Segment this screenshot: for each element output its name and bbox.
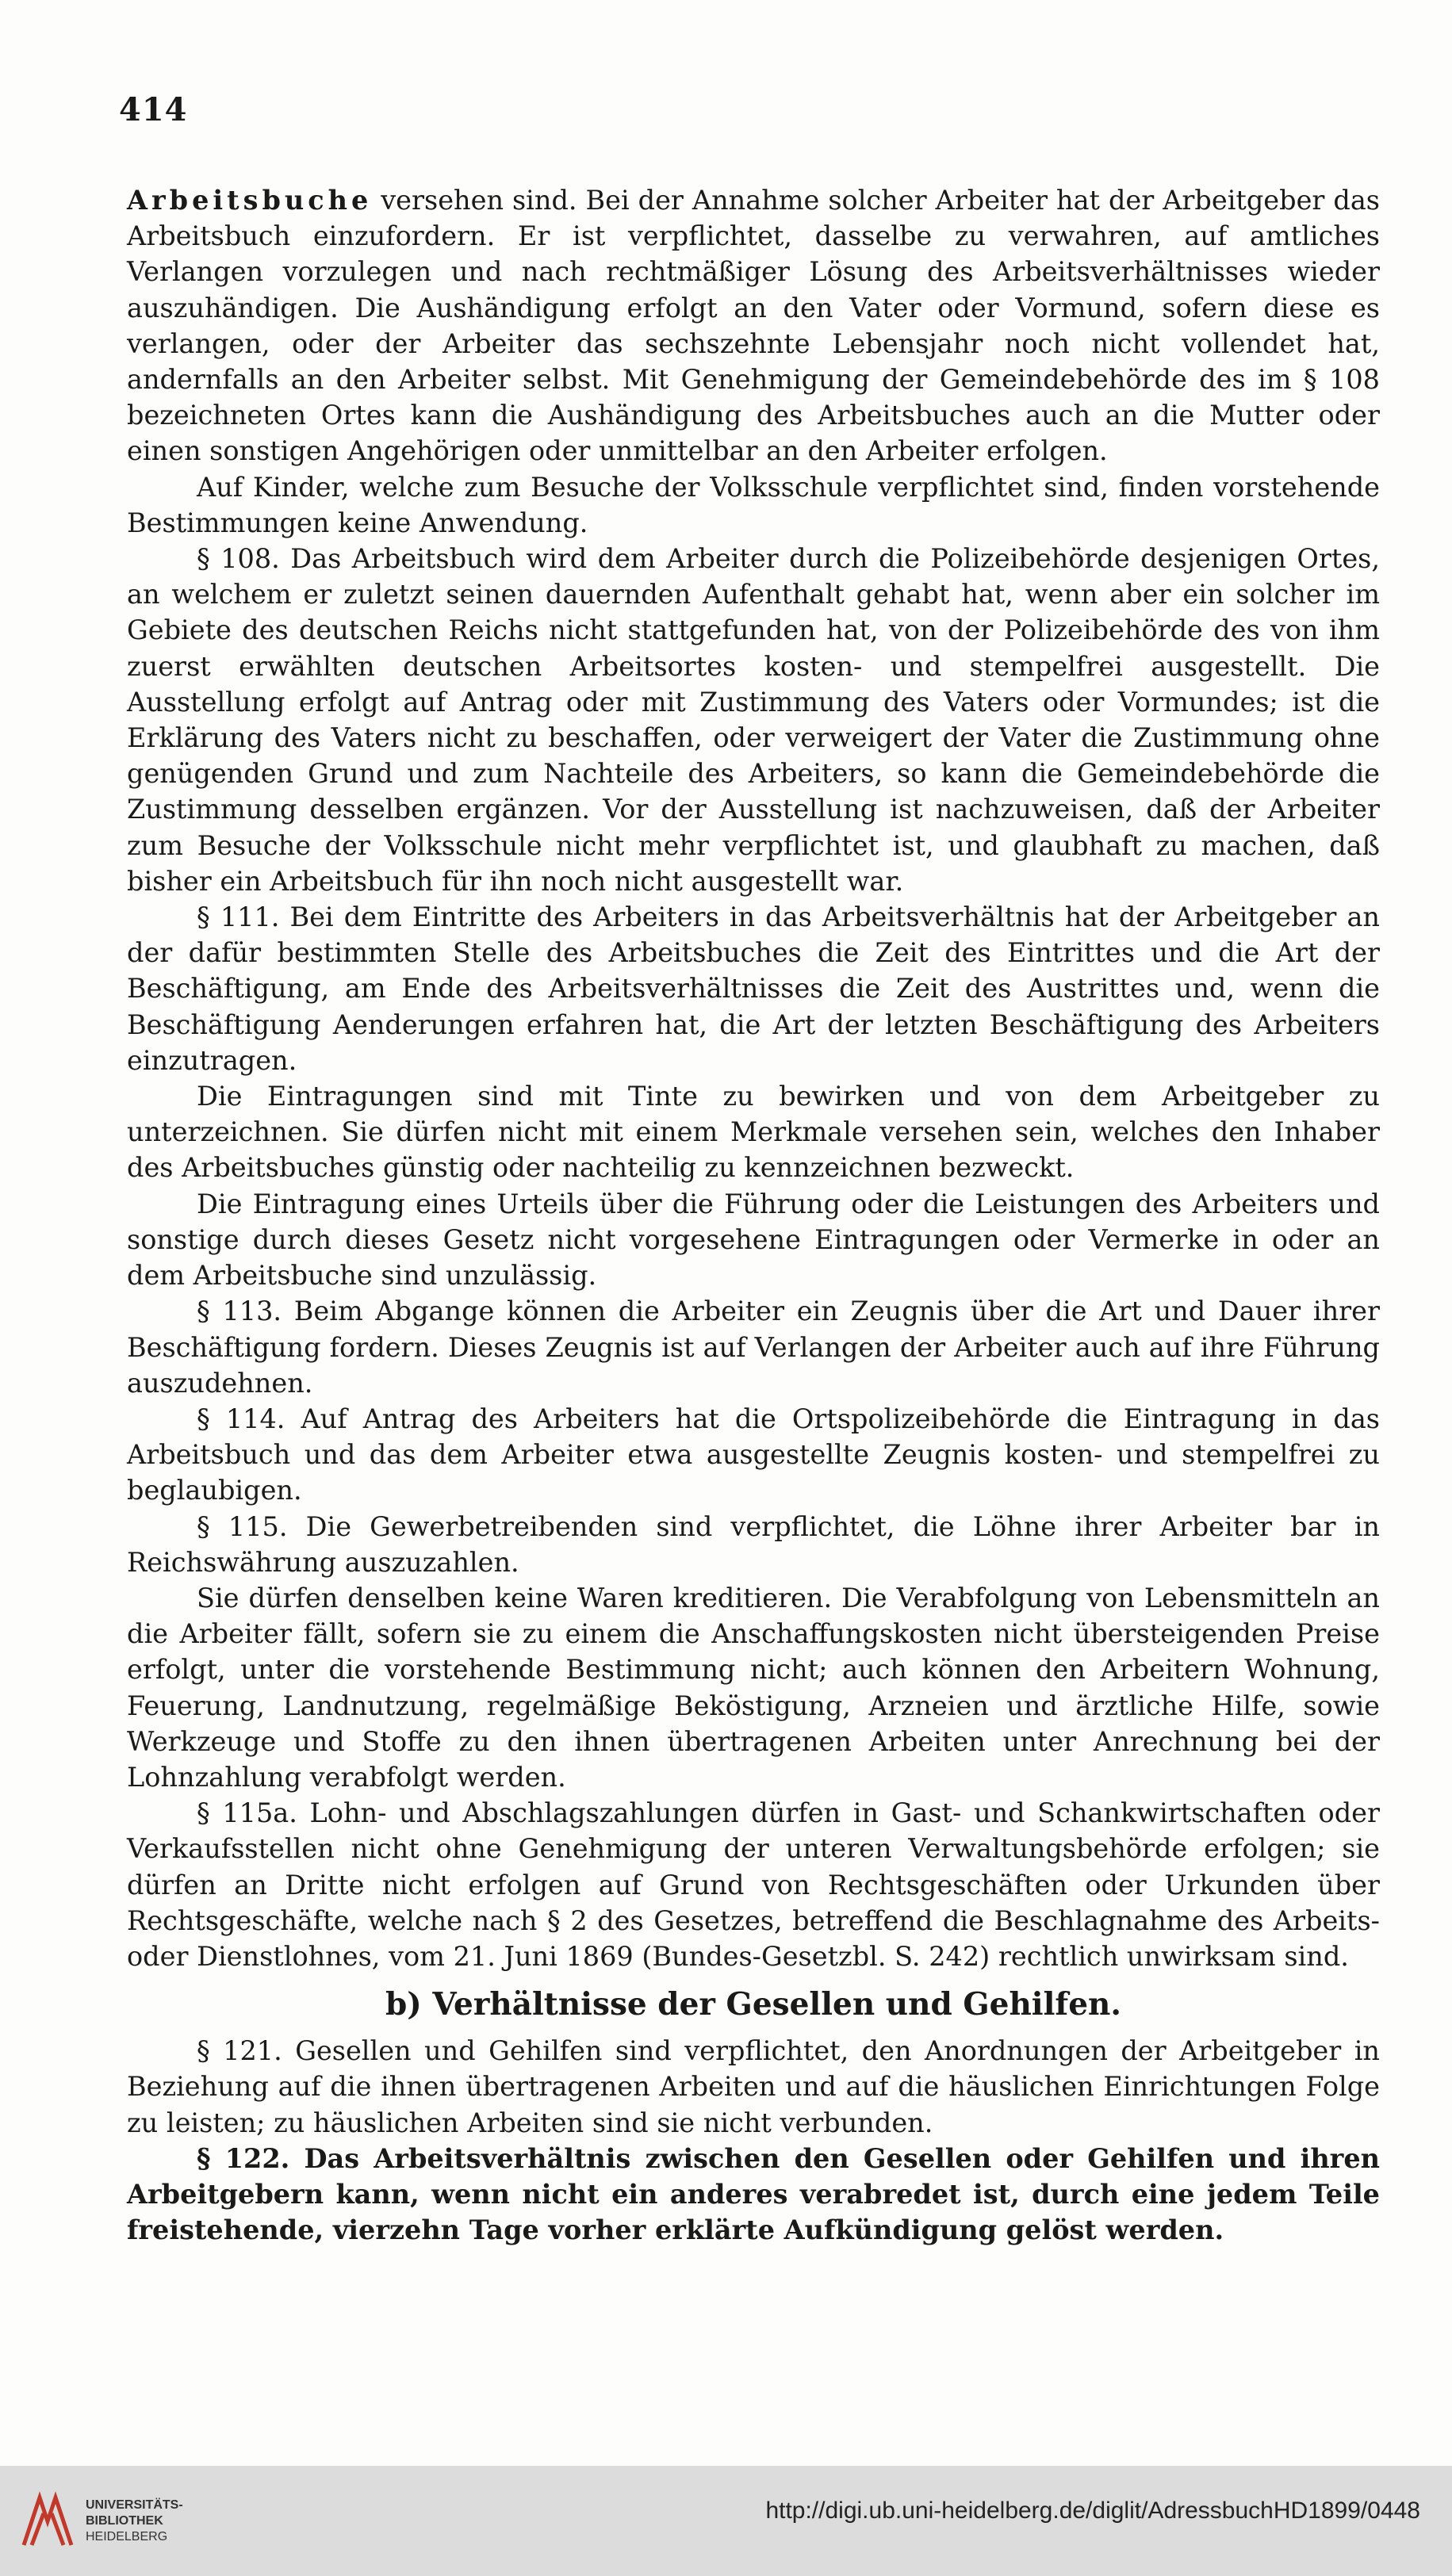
- library-name: [86, 2498, 183, 2545]
- paragraph-1: [127, 182, 1380, 469]
- paragraph-section-122: § 122. Das Arbeitsverhältnis zwischen den Gesellen oder Gehilfen und ihren Arbeitgebern kann, wenn nicht ein anderes verabredet ist, durch eine jedem Teile freistehende, vierzehn Tage vorher erklärte Aufkündigung gelöst werden.: [127, 2142, 1380, 2246]
- paragraph-section-113: § 113. Beim Abgange können die Arbeiter ein Zeugnis über die Art und Dauer ihrer Beschäftigung fordern. Dieses Zeugnis ist auf Verlangen der Arbeiter auch auf ihre Führung auszudehnen.: [127, 1296, 1380, 1399]
- paragraph-section-115: § 115. Die Gewerbetreibenden sind verpflichtet, die Löhne ihrer Arbeiter bar in Reichswährung auszuzahlen.: [127, 1510, 1380, 1578]
- page-number: 414: [119, 91, 188, 128]
- paragraph-section-108: § 108. Das Arbeitsbuch wird dem Arbeiter durch die Polizeibehörde desjenigen Ortes, an welchem er zuletzt seinen dauernden Aufenthalt gehabt hat, wenn aber ein solcher im Gebiete des deutschen Reichs nicht stattgefunden hat, von der Polizeibehörde des von ihm zuerst erwählten deutschen Arbeitsortes kosten- und stempelfrei ausgestellt. Die Ausstellung erfolgt auf Antrag oder mit Zustimmung des Vaters oder Vormundes; ist die Erklärung des Vaters nicht zu beschaffen, oder verweigert der Vater die Zustimmung ohne genügenden Grund und zum Nachteile des Arbeiters, so kann die Gemeindebehörde die Zustimmung desselben ergänzen. Vor der Ausstellung ist nachzuweisen, daß der Arbeiter zum Besuche der Volksschule nicht mehr verpflichtet ist, und glaubhaft zu machen, daß bisher ein Arbeitsbuch für ihn noch nicht ausgestellt war.: [127, 543, 1380, 897]
- paragraph-1-text: versehen sind. Bei der Annahme solcher Arbeiter hat der Arbeitgeber das Arbeitsbuch einzufordern. Er ist verpflichtet, dasselbe zu verwahren, auf amtliches Verlangen vorzulegen und nach rechtmäßiger Lösung des Arbeitsverhältnisses wieder auszuhändigen. Die Aushändigung erfolgt an den Vater oder Vormund, sofern diese es verlangen, oder der Arbeiter das sechszehnte Lebensjahr noch nicht vollendet hat, andernfalls an den Arbeiter selbst. Mit Genehmigung der Gemeindebehörde des im § 108 bezeichneten Ortes kann die Aushändigung des Arbeitsbuches auch an die Mutter oder einen sonstigen Angehörigen oder unmittelbar an den Arbeiter erfolgen.: [127, 185, 1380, 467]
- section-heading: b) Verhältnisse der Gesellen und Gehilfen.: [385, 1986, 1121, 2023]
- paragraph-section-111: § 111. Bei dem Eintritte des Arbeiters in das Arbeitsverhältnis hat der Arbeitgeber an der dafür bestimmten Stelle des Arbeitsbuches die Zeit des Eintrittes und die Art der Beschäftigung, am Ende des Arbeitsverhältnisses die Zeit des Austrittes und, wenn die Beschäftigung Aenderungen erfahren hat, die Art der letzten Beschäftigung des Arbeiters einzutragen.: [127, 901, 1380, 1076]
- digitization-footer: [0, 2466, 1452, 2576]
- library-logo-icon: [16, 2490, 79, 2553]
- source-url-link[interactable]: http://digi.ub.uni-heidelberg.de/diglit/AdressbuchHD1899/0448: [765, 2498, 1420, 2524]
- paragraph-section-114: § 114. Auf Antrag des Arbeiters hat die Ortspolizeibehörde die Eintragung in das Arbeitsbuch und das dem Arbeiter etwa ausgestellte Zeugnis kosten- und stempelfrei zu beglaubigen.: [127, 1403, 1380, 1506]
- page-content: [127, 182, 1380, 2248]
- paragraph-section-121: § 121. Gesellen und Gehilfen sind verpflichtet, den Anordnungen der Arbeitgeber in Beziehung auf die ihnen übertragenen Arbeiten und auf die häuslichen Einrichtungen Folge zu leisten; zu häuslichen Arbeiten sind sie nicht verbunden.: [127, 2035, 1380, 2138]
- library-name-line3: HEIDELBERG: [86, 2530, 168, 2543]
- paragraph-entries: Die Eintragungen sind mit Tinte zu bewirken und von dem Arbeitgeber zu unterzeichnen. Sie dürfen nicht mit einem Merkmale versehen sein, welches den Inhaber des Arbeitsbuches günstig oder nachteilig zu kennzeichnen bezweckt.: [127, 1081, 1380, 1184]
- paragraph-section-115a: § 115a. Lohn- und Abschlagszahlungen dürfen in Gast- und Schankwirtschaften oder Verkaufsstellen nicht ohne Genehmigung der unteren Verwaltungsbehörde erfolgen; sie dürfen an Dritte nicht erfolgen auf Grund von Rechtsgeschäften oder Urkunden über Rechtsgeschäfte, welche nach § 2 des Gesetzes, betreffend die Beschlagnahme des Arbeits- oder Dienstlohnes, vom 21. Juni 1869 (Bundes-Gesetzbl. S. 242) rechtlich unwirksam sind.: [127, 1797, 1380, 1972]
- paragraph-credit: Sie dürfen denselben keine Waren kreditieren. Die Verabfolgung von Lebensmitteln an die Arbeiter fällt, sofern sie zu einem die Anschaffungskosten nicht übersteigenden Preise erfolgt, unter die vorstehende Bestimmung nicht; auch können den Arbeitern Wohnung, Feuerung, Landnutzung, regelmäßige Beköstigung, Arzneien und ärztliche Hilfe, sowie Werkzeuge und Stoffe zu den ihnen übertragenen Arbeiten unter Anrechnung bei der Lohnzahlung verabfolgt werden.: [127, 1582, 1380, 1793]
- paragraph-2: Auf Kinder, welche zum Besuche der Volksschule verpflichtet sind, finden vorstehende Bestimmungen keine Anwendung.: [127, 471, 1380, 538]
- library-name-line2: BIBLIOTHEK: [86, 2514, 163, 2528]
- paragraph-entry-judgement: Die Eintragung eines Urteils über die Führung oder die Leistungen des Arbeiters und sonstige durch dieses Gesetz nicht vorgesehene Eintragungen oder Vermerke in oder an dem Arbeitsbuche sind unzulässig.: [127, 1188, 1380, 1292]
- paragraph-1-lead: Arbeitsbuche: [127, 185, 373, 216]
- library-name-line1: UNIVERSITÄTS-: [86, 2498, 183, 2512]
